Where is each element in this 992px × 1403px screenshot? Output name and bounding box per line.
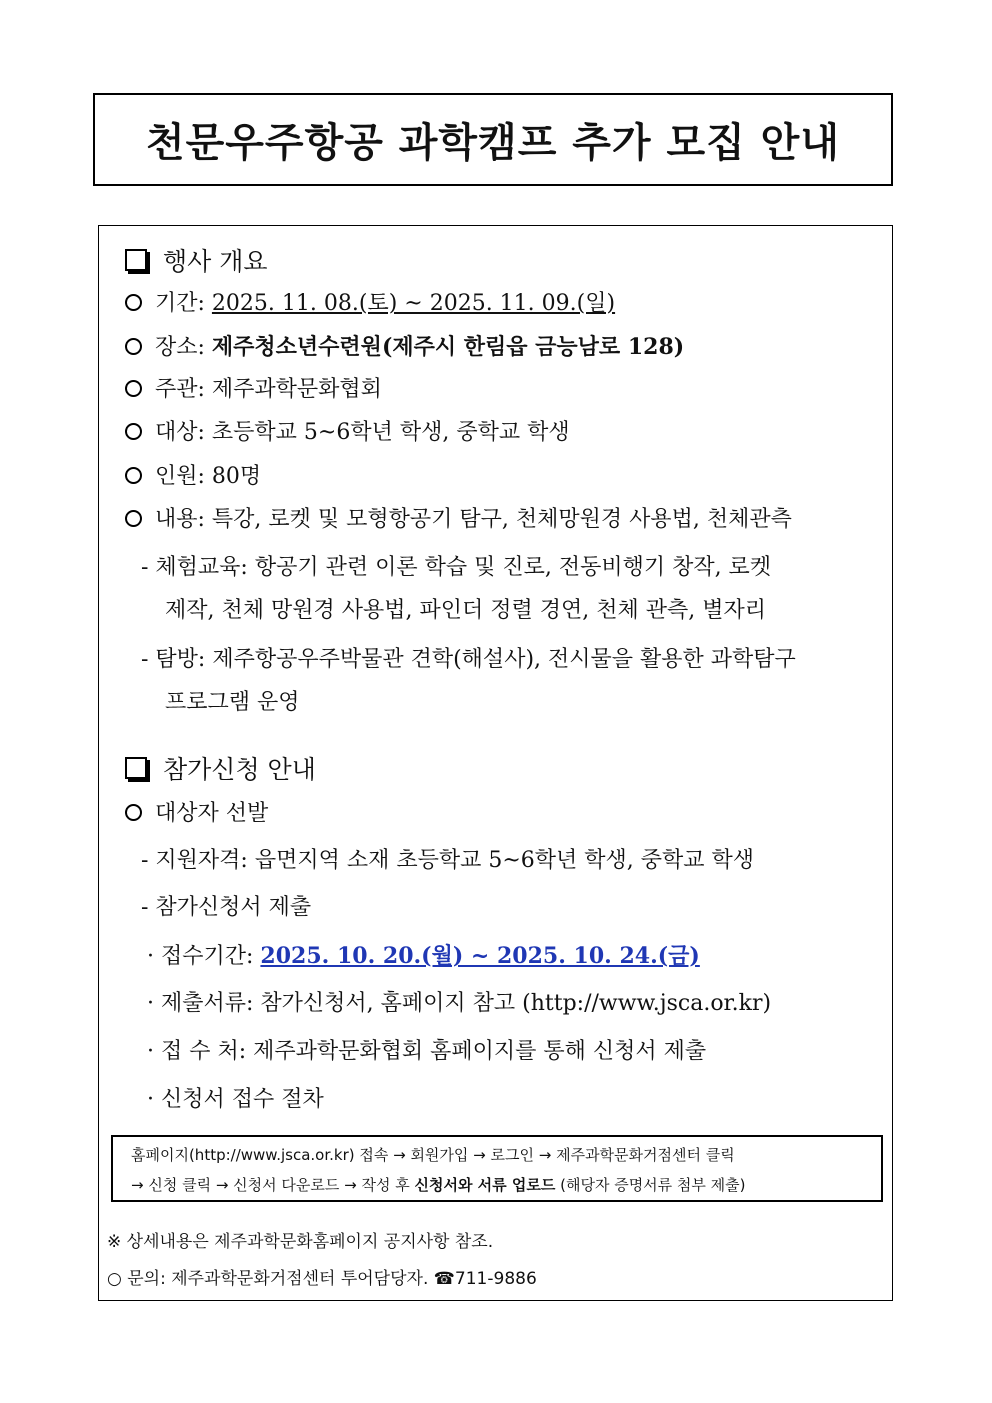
- info-row-venue: 장소: 제주청소년수련원(제주시 한림읍 금능남로 128): [125, 333, 684, 362]
- place-line: · 접 수 처: 제주과학문화협회 홈페이지를 통해 신청서 제출: [147, 1039, 707, 1064]
- period-value: 2025. 11. 08.(토) ~ 2025. 11. 09.(일): [211, 291, 616, 316]
- circle-bullet-icon: [125, 467, 142, 484]
- visit-line-2: 프로그램 운영: [165, 690, 300, 715]
- venue-value: 제주청소년수련원(제주시 한림읍 금능남로 128): [211, 334, 685, 360]
- page-title: 천문우주항공 과학캠프 추가 모집 안내: [146, 120, 840, 166]
- checkbox-square-icon: [125, 757, 147, 779]
- title-box: [93, 93, 893, 186]
- procedure-box-line-2: → 신청 클릭 → 신청서 다운로드 → 작성 후 신청서와 서류 업로드 (해당자 증명서류 첨부 제출): [131, 1176, 746, 1194]
- submission-line: - 참가신청서 제출: [141, 895, 312, 920]
- experience-line-1: - 체험교육: 항공기 관련 이론 학습 및 진로, 전동비행기 창작, 로켓: [141, 555, 772, 580]
- circle-bullet-icon: [125, 423, 142, 440]
- procedure-line: · 신청서 접수 절차: [147, 1087, 324, 1112]
- info-row-period: 기간: 2025. 11. 08.(토) ~ 2025. 11. 09.(일): [125, 290, 615, 318]
- procedure-box-line-1: 홈페이지(http://www.jsca.or.kr) 접속 → 회원가입 → 로그인 → 제주과학문화거점센터 클릭: [131, 1146, 735, 1164]
- circle-bullet-icon: [125, 380, 142, 397]
- checkbox-square-icon: [125, 249, 147, 271]
- circle-bullet-icon: [125, 294, 142, 311]
- info-row-content: 내용: 특강, 로켓 및 모형항공기 탐구, 천체망원경 사용법, 천체관측: [125, 506, 792, 534]
- procedure-box: [111, 1135, 883, 1202]
- info-row-target: 대상: 초등학교 5~6학년 학생, 중학교 학생: [125, 419, 570, 447]
- section-title: 참가신청 안내: [163, 755, 316, 784]
- circle-bullet-icon: [125, 338, 142, 355]
- experience-line-2: 제작, 천체 망원경 사용법, 파인더 정렬 경연, 천체 관측, 별자리: [165, 598, 766, 623]
- info-row-count: 인원: 80명: [125, 463, 261, 491]
- eligibility-line: - 지원자격: 읍면지역 소재 초등학교 5~6학년 학생, 중학교 학생: [141, 848, 755, 873]
- info-row-host: 주관: 제주과학문화협회: [125, 376, 382, 404]
- section-heading-application: [125, 750, 316, 786]
- reception-period-line: · 접수기간: 2025. 10. 20.(월) ~ 2025. 10. 24.(금): [147, 943, 700, 969]
- detail-note: ※ 상세내용은 제주과학문화홈페이지 공지사항 참조.: [107, 1232, 494, 1252]
- main-content-box: [98, 225, 893, 1301]
- circle-bullet-icon: [125, 804, 142, 821]
- section-title: 행사 개요: [163, 247, 268, 276]
- contact-note: ○ 문의: 제주과학문화거점센터 투어담당자. ☎711-9886: [107, 1269, 537, 1289]
- section-heading-overview: [125, 242, 268, 278]
- reception-period-value: 2025. 10. 20.(월) ~ 2025. 10. 24.(금): [260, 943, 700, 969]
- circle-bullet-icon: [125, 510, 142, 527]
- info-row-selection: 대상자 선발: [125, 800, 268, 828]
- visit-line-1: - 탐방: 제주항공우주박물관 견학(해설사), 전시물을 활용한 과학탐구: [141, 647, 796, 672]
- documents-line: · 제출서류: 참가신청서, 홈페이지 참고 (http://www.jsca.or.kr): [147, 991, 772, 1016]
